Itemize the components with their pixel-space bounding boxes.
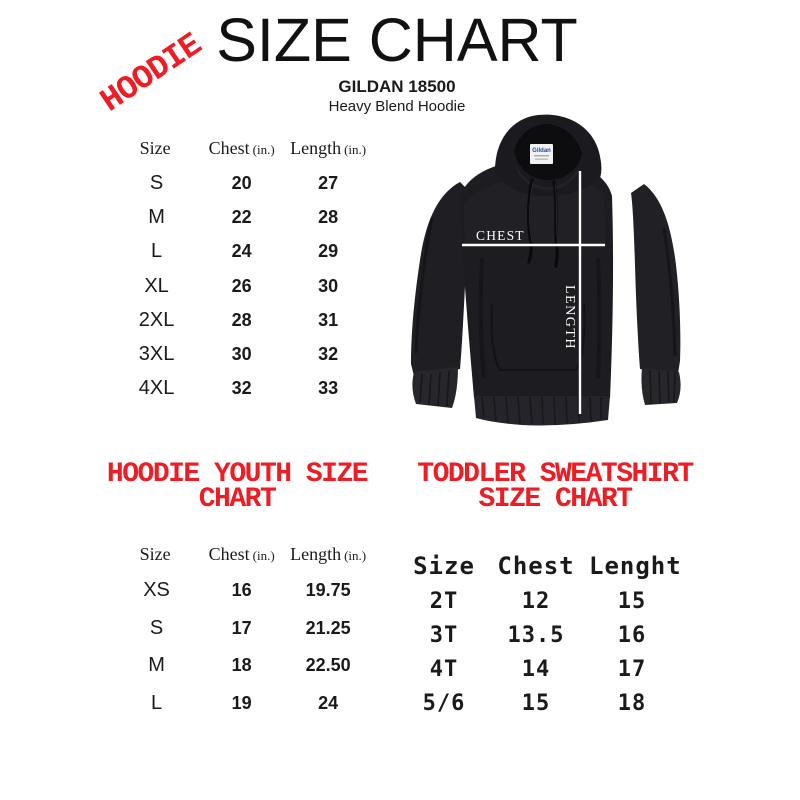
length-cell: 21.25: [305, 617, 351, 638]
length-cell: 19.75: [305, 580, 351, 601]
header-cell: Lenght: [589, 552, 682, 580]
toddler-section-title: [375, 459, 735, 515]
size-cell: 3T: [429, 622, 459, 648]
chest-cell: 26: [231, 275, 252, 296]
header-cell: Length (in.): [290, 543, 367, 564]
hoodie-photo: [402, 108, 702, 438]
size-cell: 4XL: [138, 377, 175, 400]
length-cell: 22.50: [305, 655, 351, 676]
size-cell: L: [151, 240, 163, 263]
tag-brand-text: Gildan: [532, 148, 551, 154]
chest-cell: 22: [231, 206, 252, 227]
page-title: SIZE CHART: [216, 6, 578, 74]
chest-cell: 13.5: [507, 622, 565, 648]
size-cell: M: [148, 654, 165, 677]
header-cell: Length (in.): [290, 137, 367, 158]
chest-label: CHEST: [476, 228, 525, 243]
table-header-row: [114, 130, 372, 166]
table-header-row: [114, 536, 372, 572]
table-row: [114, 269, 372, 303]
length-cell: 16: [617, 622, 647, 648]
table-row: [114, 685, 372, 723]
table-row: [114, 337, 372, 371]
youth-size-table: [114, 536, 372, 722]
chest-cell: 15: [521, 690, 551, 716]
chest-cell: 32: [231, 378, 252, 399]
table-row: [114, 303, 372, 337]
product-name: Heavy Blend Hoodie: [328, 98, 466, 115]
header-cell: Chest (in.): [208, 543, 275, 564]
chest-cell: 28: [231, 309, 252, 330]
length-cell: 18: [617, 690, 647, 716]
table-row: [114, 647, 372, 685]
size-cell: M: [148, 205, 165, 228]
chest-cell: 12: [521, 588, 551, 614]
size-cell: 2T: [429, 588, 459, 614]
table-row: [114, 200, 372, 234]
chest-cell: 18: [231, 655, 252, 676]
length-cell: 32: [318, 344, 339, 365]
size-cell: 5/6: [422, 690, 466, 716]
size-cell: 3XL: [138, 343, 175, 366]
table-row: [114, 166, 372, 200]
header-cell: Chest (in.): [208, 137, 275, 158]
table-row: [405, 686, 675, 720]
toddler-size-table: [405, 548, 682, 720]
chest-cell: 16: [231, 580, 252, 601]
youth-section-title: [57, 459, 417, 515]
header-cell: Size: [139, 543, 171, 564]
table-row: [405, 618, 675, 652]
size-cell: XL: [144, 274, 169, 297]
table-row: [114, 372, 372, 406]
table-row: [114, 572, 372, 610]
length-cell: 29: [318, 241, 339, 262]
length-cell: 15: [617, 588, 647, 614]
size-cell: S: [149, 616, 164, 639]
size-cell: S: [149, 171, 164, 194]
length-cell: 28: [318, 206, 339, 227]
table-row: [405, 652, 675, 686]
table-row: [114, 610, 372, 648]
header-cell: Size: [139, 137, 171, 158]
toddler-title-line2: SIZE CHART: [478, 484, 632, 515]
chest-cell: 14: [521, 656, 551, 682]
size-cell: L: [151, 692, 163, 715]
table-row: [114, 235, 372, 269]
length-cell: 27: [318, 172, 339, 193]
corner-label-hoodie: HOODIE: [93, 26, 209, 120]
length-label: LENGTH: [562, 285, 577, 350]
length-cell: 31: [318, 309, 339, 330]
table-row: [405, 584, 675, 618]
product-code: GILDAN 18500: [338, 77, 456, 96]
chest-cell: 19: [231, 693, 252, 714]
length-cell: 24: [318, 693, 339, 714]
title-block: [97, 8, 697, 115]
hoodie-body: [460, 160, 613, 425]
size-cell: 4T: [429, 656, 459, 682]
adult-size-table: [114, 130, 372, 406]
youth-title-line1: HOODIE YOUTH SIZE: [106, 459, 368, 490]
chest-cell: 20: [231, 172, 252, 193]
chest-cell: 30: [231, 344, 252, 365]
size-cell: 2XL: [138, 308, 175, 331]
gildan-tag: [530, 144, 553, 164]
size-cell: XS: [143, 579, 170, 602]
length-cell: 17: [617, 656, 647, 682]
toddler-title-line1: TODDLER SWEATSHIRT: [417, 459, 693, 490]
chest-cell: 24: [231, 241, 252, 262]
length-cell: 30: [318, 275, 339, 296]
chest-cell: 17: [231, 617, 252, 638]
youth-title-line2: CHART: [198, 484, 276, 515]
header-cell: Size: [413, 552, 475, 580]
header-cell: Chest: [497, 552, 575, 580]
length-cell: 33: [318, 378, 339, 399]
table-header-row: [405, 548, 682, 584]
